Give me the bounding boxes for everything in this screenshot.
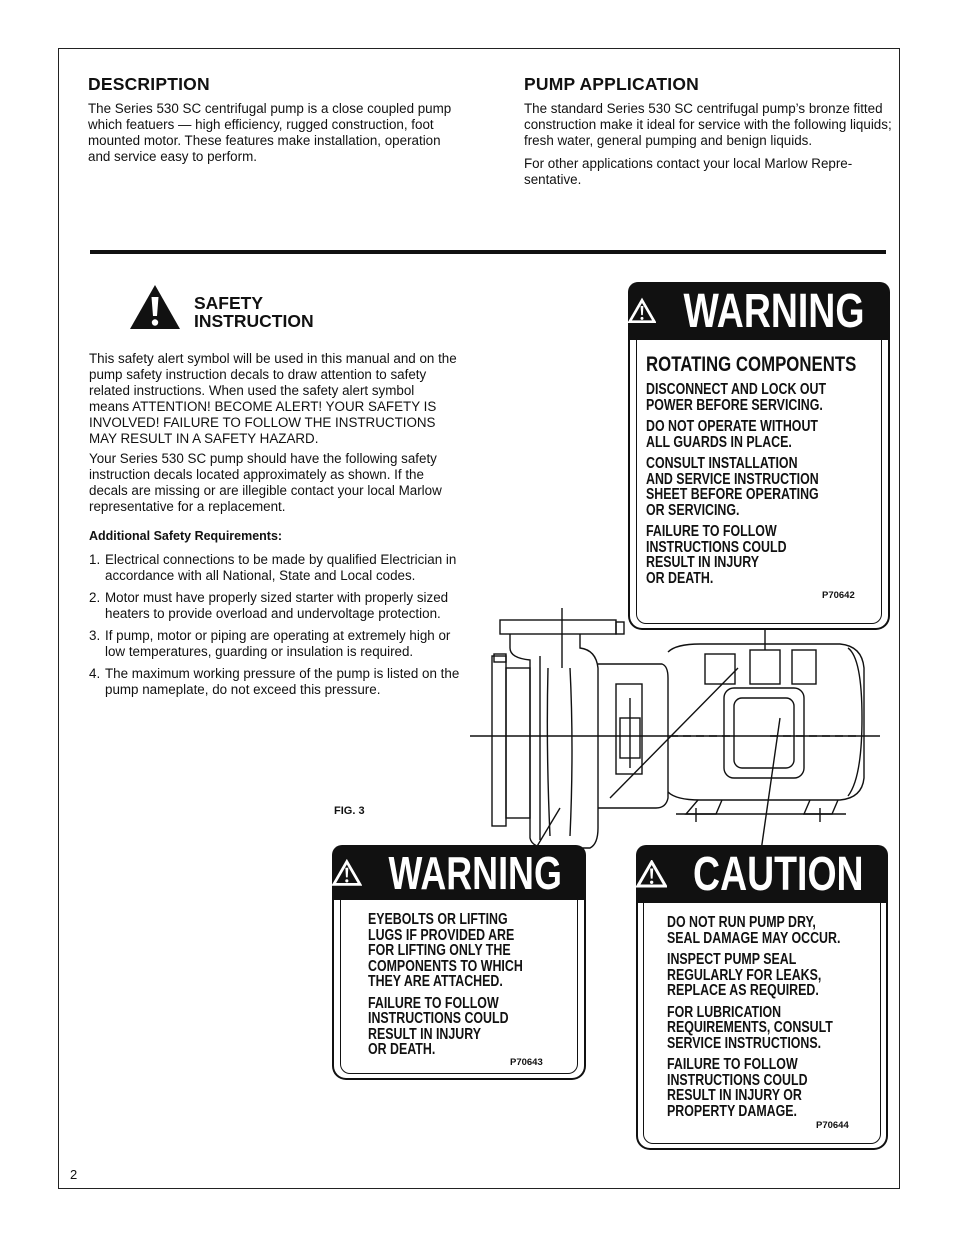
decal-line: FAILURE TO FOLLOW [368, 994, 499, 1012]
decal-line: INSPECT PUMP SEAL [667, 951, 797, 968]
decal-code: P70643 [510, 1057, 543, 1068]
safety-line: Your Series 530 SC pump should have the following safety [89, 451, 437, 466]
description-section [88, 74, 468, 165]
safety-line: This safety alert symbol will be used in this manual and on the [89, 351, 457, 366]
decal-content [368, 912, 523, 1064]
decal-line: SHEET BEFORE OPERATING [646, 486, 819, 503]
requirement-line: Motor must have properly sized starter with properly sized [105, 590, 449, 605]
decal-line: OR SERVICING. [646, 501, 740, 519]
decal-content [646, 354, 856, 592]
decal-header-text: WARNING [683, 284, 865, 338]
decal-item [667, 1057, 840, 1119]
requirements-title: Additional Safety Requirements: [89, 529, 283, 543]
decal-code: P70644 [816, 1120, 849, 1131]
requirement-item [89, 628, 469, 660]
pump-motor-drawing [470, 608, 890, 858]
requirement-number: 3. [89, 628, 101, 643]
decal-line: SERVICE INSTRUCTIONS. [667, 1034, 822, 1052]
safety-line: instruction decals located approximately as shown. If the [89, 467, 424, 482]
description-line: which featuers — high efficiency, rugged construction, foot [88, 117, 434, 132]
requirement-line: heaters to provide overload and undervoltage protection. [105, 606, 441, 621]
requirement-line: The maximum working pressure of the pump is listed on the [105, 666, 460, 681]
decal-line: RESULT IN INJURY [368, 1025, 481, 1043]
requirement-line: Electrical connections to be made by qualified Electrician in [105, 552, 457, 567]
requirement-number: 4. [89, 666, 101, 681]
decal-line: RESULT IN INJURY [646, 554, 759, 571]
application-line: For other applications contact your local Marlow Repre- [524, 156, 853, 171]
decal-item [646, 419, 856, 450]
requirement-number: 2. [89, 590, 101, 605]
decal-rotating-components [628, 282, 890, 630]
decal-eyebolts [332, 845, 586, 1080]
decal-line: FOR LUBRICATION [667, 1003, 782, 1021]
application-title: PUMP APPLICATION [524, 74, 699, 94]
safety-title [194, 294, 314, 330]
requirement-item [89, 666, 469, 698]
decal-subhead: ROTATING COMPONENTS [646, 353, 857, 376]
decal-line: ALL GUARDS IN PLACE. [646, 433, 792, 451]
decal-item [368, 912, 523, 990]
description-title: DESCRIPTION [88, 74, 210, 94]
decal-line: INSTRUCTIONS COULD [368, 1010, 509, 1027]
safety-line: related instructions. When used the safety alert symbol [89, 383, 415, 398]
decal-line: THEY ARE ATTACHED. [368, 973, 503, 990]
safety-title-line: INSTRUCTION [194, 311, 314, 331]
application-line: construction make it ideal for service with the following liquids; [524, 117, 892, 132]
decal-line: DO NOT RUN PUMP DRY, [667, 914, 816, 931]
application-line: The standard Series 530 SC centrifugal pump’s bronze fitted [524, 101, 883, 116]
requirement-line: low temperatures, guarding or insulation is required. [105, 644, 414, 659]
decal-item [646, 456, 856, 518]
requirement-line: If pump, motor or piping are operating at extremely high or [105, 628, 451, 643]
description-line: The Series 530 SC centrifugal pump is a close coupled pump [88, 101, 452, 116]
decal-line: OR DEATH. [368, 1041, 436, 1058]
decal-line: COMPONENTS TO WHICH [368, 957, 523, 975]
decal-content [667, 915, 840, 1125]
decal-line: EYEBOLTS OR LIFTING [368, 911, 508, 928]
requirement-item [89, 590, 469, 622]
decal-item [646, 524, 856, 586]
warning-triangle-icon [332, 859, 362, 887]
safety-line: MAY RESULT IN A SAFETY HAZARD. [89, 431, 319, 446]
application-line: fresh water, general pumping and benign liquids. [524, 133, 813, 148]
description-line: and service easy to perform. [88, 149, 257, 164]
decal-item [667, 915, 840, 946]
decal-header [332, 845, 586, 900]
decal-item [368, 996, 523, 1058]
warning-triangle-icon [636, 860, 667, 888]
decal-line: INSTRUCTIONS COULD [646, 538, 787, 556]
safety-alert-icon [128, 283, 182, 331]
safety-line: pump safety instruction decals to draw attention to safety [89, 367, 427, 382]
decal-line: RESULT IN INJURY OR [667, 1087, 802, 1104]
decal-line: REGULARLY FOR LEAKS, [667, 966, 822, 984]
decal-item [667, 1005, 840, 1052]
safety-paragraph-2 [89, 451, 461, 515]
decal-header-text: CAUTION [693, 847, 864, 901]
decal-line: FOR LIFTING ONLY THE [368, 942, 511, 959]
requirement-number: 1. [89, 552, 101, 567]
decal-line: PROPERTY DAMAGE. [667, 1102, 797, 1120]
safety-line: means ATTENTION! BECOME ALERT! YOUR SAFETY IS [89, 399, 437, 414]
application-line: sentative. [524, 172, 582, 187]
decal-line: FAILURE TO FOLLOW [667, 1056, 798, 1073]
section-divider [90, 250, 886, 254]
safety-title-line: SAFETY [194, 293, 264, 313]
decal-line: CONSULT INSTALLATION [646, 455, 798, 472]
requirement-line: accordance with all National, State and Local codes. [105, 568, 416, 583]
safety-line: INVOLVED! FAILURE TO FOLLOW THE INSTRUCTIONS [89, 415, 436, 430]
application-section [524, 74, 904, 188]
safety-line: decals are missing or are illegible contact your local Marlow [89, 483, 442, 498]
decal-header-text: WARNING [388, 846, 562, 899]
decal-line: DISCONNECT AND LOCK OUT [646, 381, 827, 398]
decal-item [646, 382, 856, 413]
decal-line: REPLACE AS REQUIRED. [667, 982, 819, 999]
decal-line: POWER BEFORE SERVICING. [646, 396, 823, 414]
figure-label: FIG. 3 [334, 805, 365, 817]
decal-caution [636, 845, 888, 1150]
decal-line: LUGS IF PROVIDED ARE [368, 926, 515, 944]
decal-line: REQUIREMENTS, CONSULT [667, 1019, 833, 1036]
requirements-list [89, 552, 469, 704]
decal-line: DO NOT OPERATE WITHOUT [646, 418, 818, 435]
safety-line: representative for a replacement. [89, 499, 286, 514]
decal-line: FAILURE TO FOLLOW [646, 523, 777, 540]
decal-header [628, 282, 890, 340]
description-line: mounted motor. These features make installation, operation [88, 133, 441, 148]
decal-item [667, 952, 840, 999]
requirement-line: pump nameplate, do not exceed this pressure. [105, 682, 381, 697]
warning-triangle-icon [628, 296, 656, 326]
requirement-item [89, 552, 469, 584]
decal-line: INSTRUCTIONS COULD [667, 1071, 808, 1089]
decal-line: OR DEATH. [646, 569, 714, 587]
decal-code: P70642 [822, 590, 855, 601]
page-number: 2 [70, 1167, 78, 1182]
safety-paragraph-1 [89, 351, 461, 447]
decal-header [636, 845, 888, 903]
decal-line: AND SERVICE INSTRUCTION [646, 470, 819, 488]
decal-line: SEAL DAMAGE MAY OCCUR. [667, 929, 841, 947]
